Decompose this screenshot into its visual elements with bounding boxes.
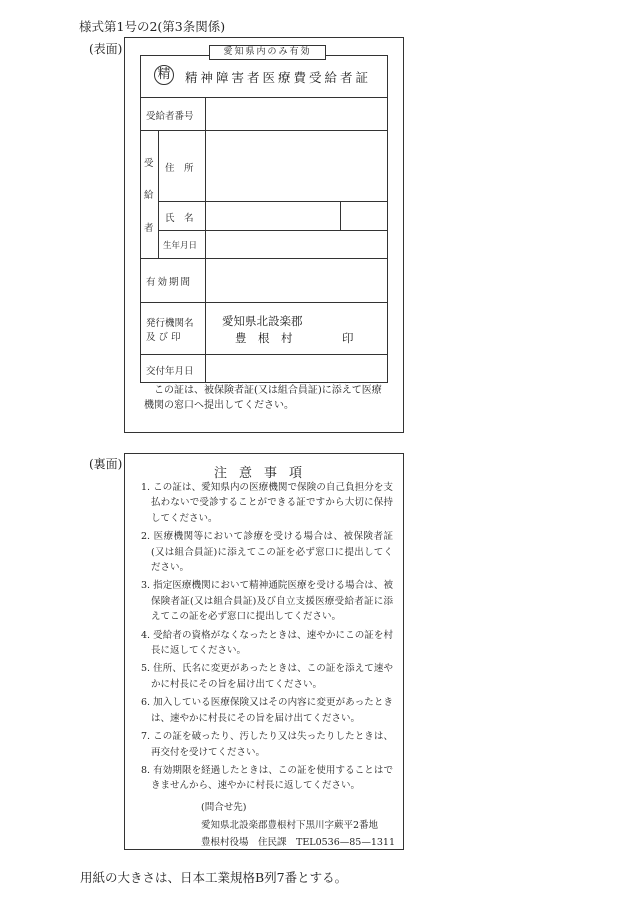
address-label: 住 所 (165, 163, 194, 174)
recipient-label-char: 受 (144, 158, 154, 169)
column-divider (158, 130, 159, 258)
list-item: 4. 受給者の資格がなくなったときは、速やかにこの証を村長に返してください。 (141, 629, 393, 657)
recipient-label-char: 者 (144, 223, 154, 234)
issuer-label-2: 及 び 印 (146, 332, 181, 343)
recipient-number-label: 受給者番号 (146, 111, 194, 122)
issuer-village: 豊 根 村 (235, 331, 293, 345)
row-divider (158, 230, 388, 231)
row-divider (140, 258, 388, 259)
mental-stamp: 精 (154, 65, 174, 85)
form-number: 様式第1号の2(第3条関係) (79, 19, 226, 34)
front-note: この証は、被保険者証(又は組合員証)に添えて医療機関の窓口へ提出してください。 (144, 385, 382, 411)
list-item: 7. この証を破ったり、汚したり又は失ったりしたときは、再交付を受けてください。 (141, 731, 393, 758)
list-item: 1. この証は、愛知県内の医療機関で保険の自己負担分を支払わないで受診することができる証ですから大切に保持してください。 (141, 482, 393, 524)
recipient-label-char: 給 (144, 190, 154, 201)
back-side-label: (裏面) (89, 457, 123, 471)
front-side-label: (表面) (89, 42, 123, 56)
list-item: 3. 指定医療機関において精神通院医療を受ける場合は、被保険者証(又は組合員証)及び自立支援医療受給者証に添えてこの証を必ず窓口に提出してください。 (141, 580, 393, 623)
contact-heading: (問合せ先) (201, 802, 247, 813)
name-label: 氏 名 (165, 213, 194, 224)
list-item: 2. 医療機関等において診療を受ける場合は、被保険者証(又は組合員証)に添えてこの証を必ず窓口に提出してください。 (141, 531, 393, 574)
row-divider (140, 302, 388, 303)
valid-period-label: 有効期間 (146, 277, 193, 288)
column-divider (205, 97, 206, 383)
issuer-value: 愛知県北設楽郡 (222, 314, 303, 328)
contact-address: 愛知県北設楽郡豊根村下黒川字蕨平2番地 (201, 820, 379, 831)
seal-mark: 印 (342, 331, 354, 345)
birthdate-label: 生年月日 (163, 241, 198, 251)
validity-label: 愛知県内のみ有効 (209, 45, 326, 60)
notes-list (141, 480, 393, 797)
contact-office: 豊根村役場 住民課 TEL0536—85—1311 (201, 837, 396, 848)
row-divider (158, 201, 388, 202)
row-divider (140, 354, 388, 355)
paper-size-note: 用紙の大きさは、日本工業規格B列7番とする。 (80, 870, 348, 885)
certificate-title: 精神障害者医療費受給者証 (185, 70, 372, 85)
issuer-label: 発行機関名 (146, 318, 194, 329)
issue-date-label: 交付年月日 (146, 366, 194, 377)
list-item: 5. 住所、氏名に変更があったときは、この証を添えて速やかに村長にその旨を届け出てください。 (141, 663, 393, 690)
row-divider (140, 97, 388, 98)
column-divider (340, 201, 341, 230)
list-item: 8. 有効期限を経過したときは、この証を使用することはできませんから、速やかに村長に返してください。 (141, 764, 393, 792)
notes-title: 注意事項 (213, 466, 314, 481)
list-item: 6. 加入している医療保険又はその内容に変更があったときは、速やかに村長にその旨を届け出てください。 (141, 697, 393, 724)
row-divider (140, 130, 388, 131)
